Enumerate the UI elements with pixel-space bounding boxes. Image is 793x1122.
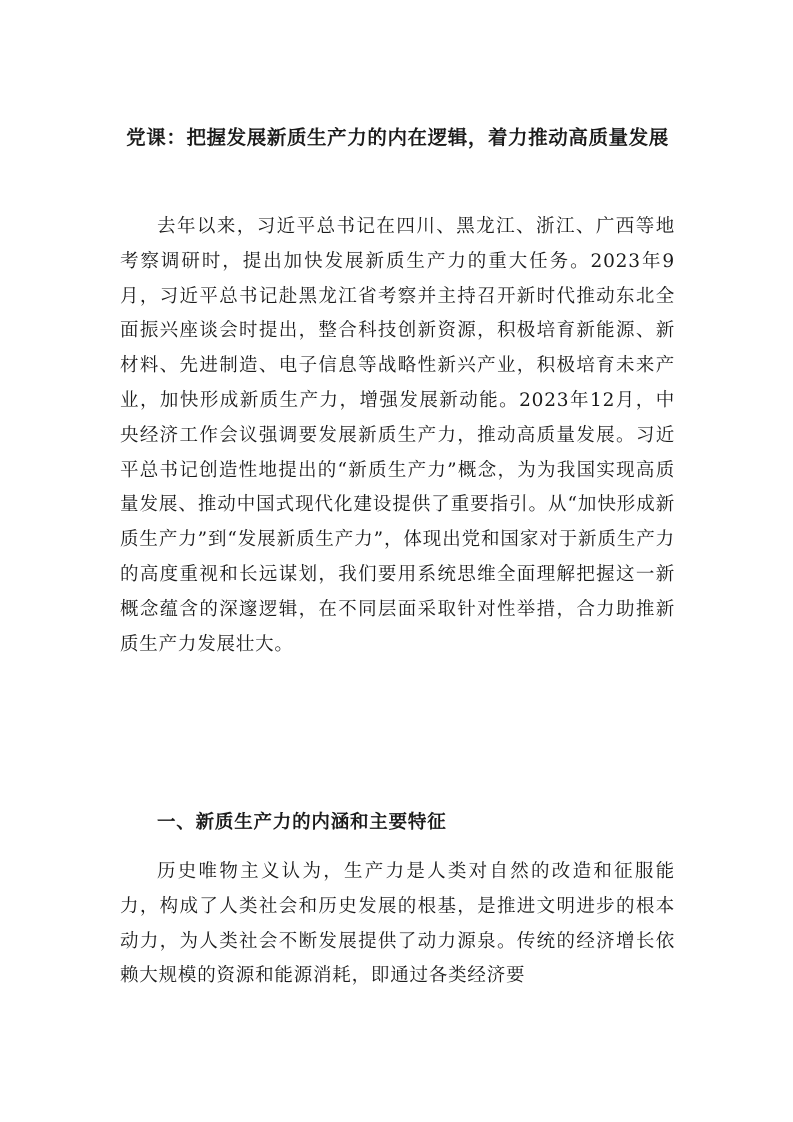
intro-paragraph: 去年以来，习近平总书记在四川、黑龙江、浙江、广西等地考察调研时，提出加快发展新质生产力的重大任务。2023年9月，习近平总书记赴黑龙江省考察并主持召开新时代推动东北全面振兴座谈会时提出，整合科技创新资源，积极培育新能源、新材料、先进制造、电子信息等战略性新兴产业，积极培育未来产业，加快形成新质生产力，增强发展新动能。2023年12月，中央经济工作会议强调要发展新质生产力，推动高质量发展。习近平总书记创造性地提出的“新质生产力”概念，为为我国实现高质量发展、推动中国式现代化建设提供了重要指引。从“加快形成新质生产力”到“发展新质生产力”，体现出党和国家对于新质生产力的高度重视和长远谋划，我们要用系统思维全面理解把握这一新概念蕴含的深邃逻辑，在不同层面采取针对性举措，合力助推新质生产力发展壮大。 xyxy=(120,216,675,655)
section-paragraph: 历史唯物主义认为，生产力是人类对自然的改造和征服能力，构成了人类社会和历史发展的根基，是推进文明进步的根本动力，为人类社会不断发展提供了动力源泉。传统的经济增长依赖大规模的资源和能源消耗，即通过各类经济要 xyxy=(120,861,675,987)
document-title: 党课：把握发展新质生产力的内在逻辑，着力推动高质量发展 xyxy=(126,126,669,149)
section-heading: 一、新质生产力的内涵和主要特征 xyxy=(157,812,447,833)
